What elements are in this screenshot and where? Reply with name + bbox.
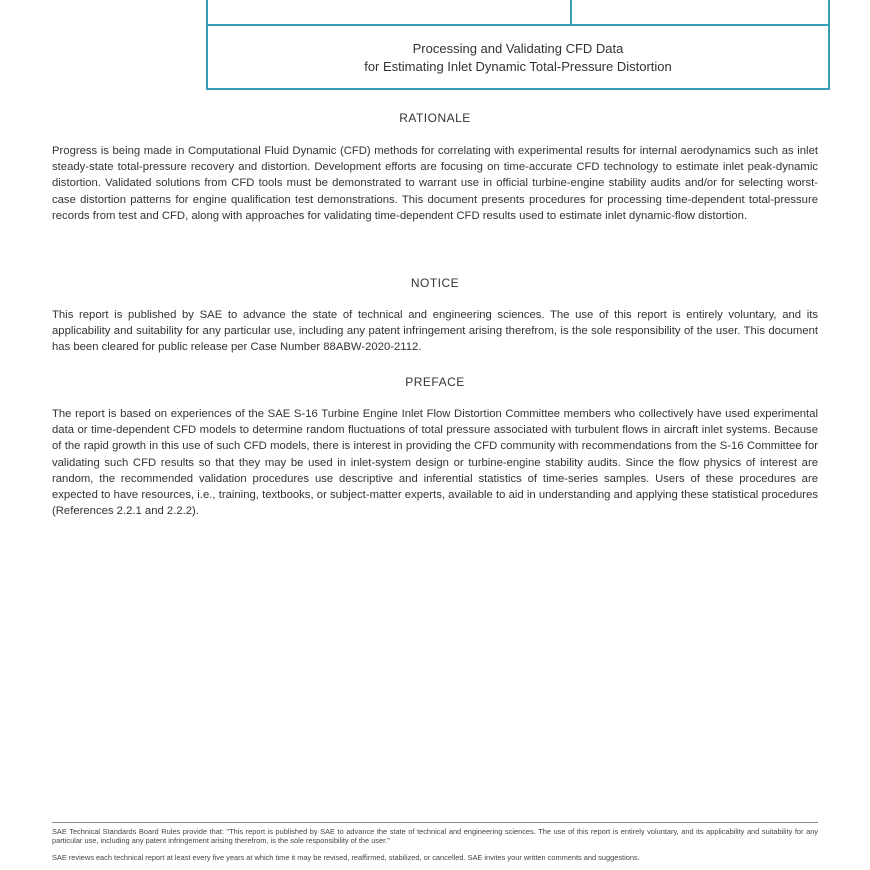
notice-paragraph: This report is published by SAE to advance the state of technical and engineering sciences. The use of this report is entirely voluntary, and its applicability and suitability for any particular use, including any patent infringement arising therefrom, is the sole responsibility of the user. This document has been cleared for public release per Case Number 88ABW-2020-2112. [52,309,818,354]
title-box-cell-left [208,0,572,26]
document-title-line-2: for Estimating Inlet Dynamic Total-Pressure Distortion [364,59,672,74]
rationale-paragraph: Progress is being made in Computational Fluid Dynamic (CFD) methods for correlating with experimental results for internal aerodynamics such as inlet steady-state total-pressure recovery and distortion. Development efforts are focusing on time-accurate CFD technology to estimate inlet peak-dynamic distortion. Validated solutions from CFD tools must be demonstrated to warrant use in official turbine-engine stability audits and/or for selecting worst-case distortion patterns for engine qualification test demonstrations. This document presents procedures for processing time-dependent total-pressure records from test and CFD, along with approaches for validating time-dependent CFD results used to estimate inlet dynamic-flow distortion. [52,145,818,222]
footer-divider [52,822,818,823]
footer-rules-note: SAE Technical Standards Board Rules provide that: "This report is published by SAE to advance the state of technical and engineering sciences. The use of this report is entirely voluntary, and its applicability and suitability for any particular use, including any patent infringement arising therefrom, is the sole responsibility of the user." [52,827,818,845]
document-title [208,40,828,76]
document-title-box [206,0,830,90]
footer-review-note: SAE reviews each technical report at least every five years at which time it may be revised, reaffirmed, stabilized, or cancelled. SAE invites your written comments and suggestions. [52,853,640,862]
rationale-heading: RATIONALE [399,111,471,125]
preface-heading: PREFACE [405,375,465,389]
notice-heading: NOTICE [410,276,460,290]
title-box-cell-right [572,0,828,26]
document-title-line-1: Processing and Validating CFD Data [412,41,624,56]
preface-paragraph: The report is based on experiences of the SAE S-16 Turbine Engine Inlet Flow Distortion Committee members who collectively have used experimental data or time-dependent CFD models to determine random fluctuations of total pressure associated with turbulent flows in aircraft inlet systems. Because of the rapid growth in this use of such CFD models, there is interest in providing the CFD community with recommendations from the S-16 Committee for validating such CFD results so that they may be used in inlet-system design or turbine-engine stability audits. Since the flow physics of interest are random, the recommended validation procedures use descriptive and inferential statistics of time-series samples. Users of these procedures are expected to have resources, i.e., training, textbooks, or subject-matter experts, available to aid in understanding and applying these statistical procedures (References 2.2.1 and 2.2.2). [52,408,818,518]
